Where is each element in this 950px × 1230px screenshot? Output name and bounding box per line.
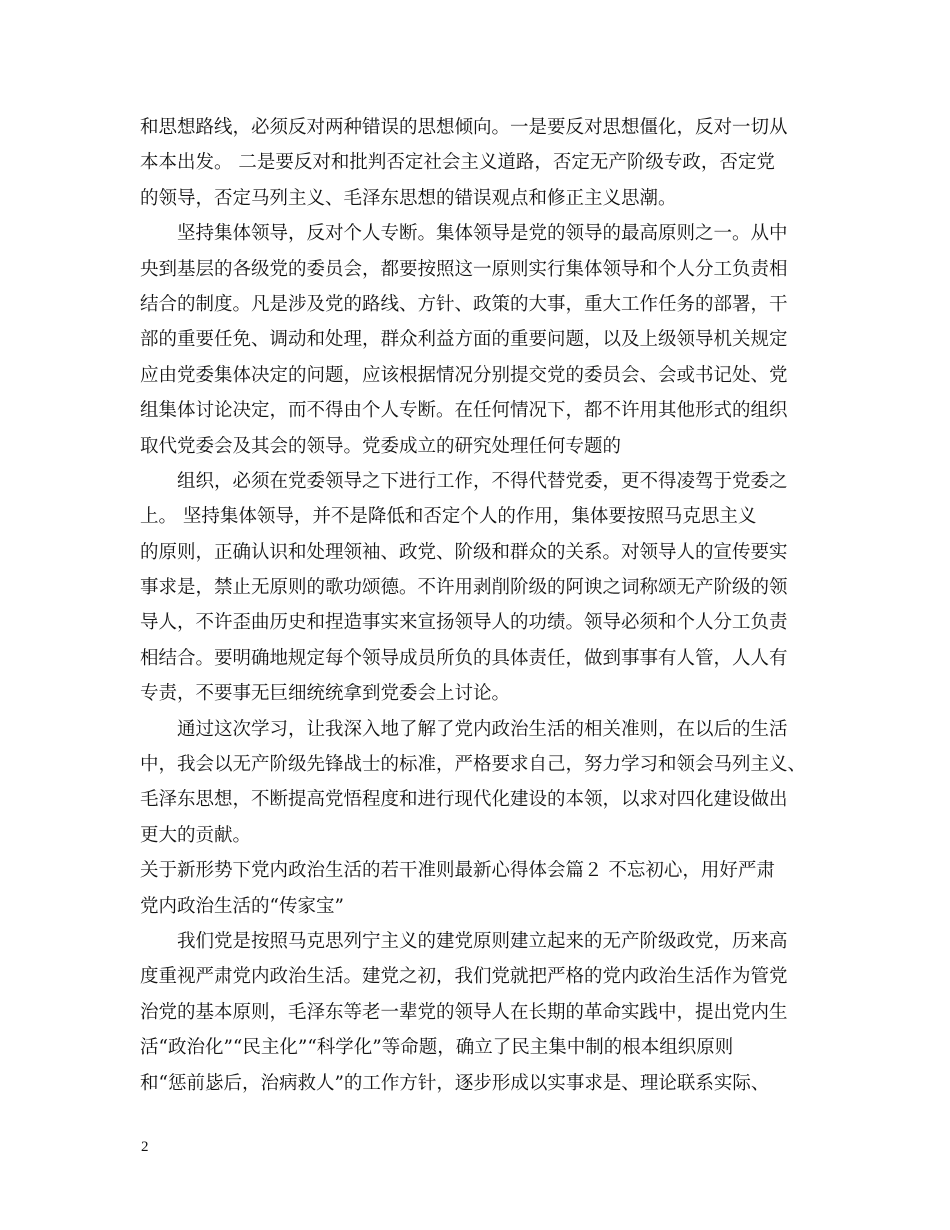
text-line: 组织，必须在党委领导之下进行工作，不得代替党委，更不得凌驾于党委之 bbox=[177, 470, 788, 492]
text-line: 度重视严肃党内政治生活。建党之初，我们党就把严格的党内政治生活作为管党 bbox=[140, 966, 788, 988]
text-line: 活“政治化”“民主化”“科学化”等命题，确立了民主集中制的根本组织原则 bbox=[140, 1037, 734, 1059]
text-line: 党内政治生活的“传家宝” bbox=[140, 895, 344, 917]
text-line: 坚持集体领导，反对个人专断。集体领导是党的领导的最高原则之一。从中 bbox=[177, 223, 788, 245]
text-line: 和思想路线，必须反对两种错误的思想倾向。一是要反对思想僵化，反对一切从 bbox=[140, 117, 788, 138]
text-line: 的领导，否定马列主义、毛泽东思想的错误观点和修正主义思潮。 bbox=[140, 187, 677, 209]
text-line: 专责，不要事无巨细统统拿到党委会上讨论。 bbox=[140, 683, 511, 705]
text-line: 组集体讨论决定，而不得由个人专断。在任何情况下，都不许用其他形式的组织 bbox=[140, 400, 788, 422]
text-line: 本本出发。 二是要反对和批判否定社会主义道路，否定无产阶级专政，否定党 bbox=[140, 152, 775, 174]
text-line: 相结合。要明确地规定每个领导成员所负的具体责任，做到事事有人管，人人有 bbox=[140, 647, 788, 669]
text-line: 治党的基本原则，毛泽东等老一辈党的领导人在长期的革命实践中，提出党内生 bbox=[140, 1001, 788, 1023]
text-line: 中，我会以无产阶级先锋战士的标准，严格要求自己，努力学习和领会马列主义、 bbox=[140, 754, 807, 776]
text-line: 上。 坚持集体领导，并不是降低和否定个人的作用，集体要按照马克思主义 bbox=[140, 506, 757, 528]
text-line: 应由党委集体决定的问题，应该根据情况分别提交党的委员会、会或书记处、党 bbox=[140, 364, 788, 386]
text-line: 通过这次学习，让我深入地了解了党内政治生活的相关准则，在以后的生活 bbox=[177, 718, 788, 740]
text-line: 事求是，禁止无原则的歌功颂德。不许用剥削阶级的阿谀之词称颂无产阶级的领 bbox=[140, 577, 788, 599]
document-body bbox=[140, 110, 820, 1101]
text-line: 和“惩前毖后，治病救人”的工作方针，逐步形成以实事求是、理论联系实际、 bbox=[140, 1072, 770, 1094]
text-line: 取代党委会及其会的领导。党委成立的研究处理任何专题的 bbox=[140, 435, 622, 457]
text-line: 部的重要任免、调动和处理，群众利益方面的重要问题，以及上级领导机关规定 bbox=[140, 329, 788, 351]
text-line: 毛泽东思想，不断提高党悟程度和进行现代化建设的本领，以求对四化建设做出 bbox=[140, 789, 788, 811]
text-line: 导人，不许歪曲历史和捏造事实来宣扬领导人的功绩。领导必须和个人分工负责 bbox=[140, 612, 788, 634]
text-line: 央到基层的各级党的委员会，都要按照这一原则实行集体领导和个人分工负责相 bbox=[140, 258, 788, 280]
text-line: 结合的制度。凡是涉及党的路线、方针、政策的大事，重大工作任务的部署，干 bbox=[140, 293, 788, 315]
text-line: 的原则，正确认识和处理领袖、政党、阶级和群众的关系。对领导人的宣传要实 bbox=[140, 541, 788, 563]
text-line: 更大的贡献。 bbox=[140, 824, 252, 846]
text-line: 我们党是按照马克思列宁主义的建党原则建立起来的无产阶级政党，历来高 bbox=[177, 930, 788, 952]
text-line: 关于新形势下党内政治生活的若干准则最新心得体会篇２ 不忘初心，用好严肃 bbox=[140, 860, 775, 882]
page-number: 2 bbox=[141, 1139, 149, 1155]
